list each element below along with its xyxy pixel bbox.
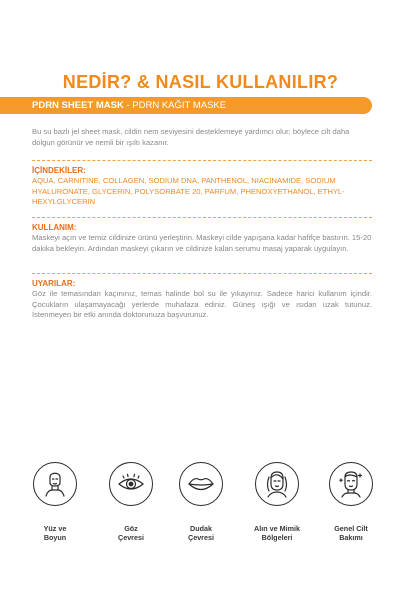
face-care-icon [336, 469, 366, 499]
area-label-line2: Çevresi [118, 533, 144, 542]
area-label-line1: Dudak [190, 524, 212, 533]
divider [32, 160, 372, 161]
usage-title: KULLANIM: [32, 223, 77, 232]
area-label-line2: Boyun [43, 533, 67, 542]
usage-text: Maskeyi açın ve temiz cildinize ürünü yerleştirin. Maskeyi cilde yapışana kadar hafifçe bastırın. 15-20 dakika bekleyin. Ardından maskeyi çıkarın ve cildinize kalan serumu masaj yaparak uygulayın. [32, 233, 372, 253]
warnings-section [32, 278, 372, 321]
eye-icon [116, 469, 146, 499]
area-label-line1: Yüz ve [43, 524, 67, 533]
ingredients-title: İÇİNDEKİLER: [32, 166, 86, 175]
banner-product-subtitle: - PDRN KAĞIT MASKE [123, 100, 227, 111]
page-title: NEDİR? & NASIL KULLANILIR? [62, 72, 339, 92]
warnings-text: Göz ile temasından kaçınınız, temas halinde bol su ile yıkayınız. Sadece harici kullanım içindir. Çocukların ulaşamayacağı yerlerde muhafaza ediniz. Güneş ışığı ve ısıdan uzak tutunuz. İstenmeyen bir etki anında doktorunuza başvurunuz. [32, 289, 372, 320]
area-forehead [242, 462, 312, 542]
intro-text: Bu su bazlı jel sheet mask, cildin nem seviyesini desteklemeye yardımcı olur; böylece cilt daha dolgun görünür ve nemli bir ışıltı kazanır. [32, 127, 350, 147]
ingredients-section [32, 165, 372, 208]
forehead-icon [262, 469, 292, 499]
area-general-care [316, 462, 386, 542]
area-label-line1: Göz [124, 524, 138, 533]
area-label-line1: Alın ve Mimik [254, 524, 300, 533]
usage-section [32, 222, 372, 254]
area-label-line2: Çevresi [188, 533, 214, 542]
area-label-line2: Bölgeleri [261, 533, 293, 542]
divider [32, 273, 372, 274]
lips-icon [186, 469, 216, 499]
area-label-line1: Genel Cilt [334, 524, 368, 533]
application-areas [0, 462, 401, 572]
area-lips [166, 462, 236, 542]
ingredients-text: AQUA, CARNITINE, COLLAGEN, SODIUM DNA, PANTHENOL, NIACINAMIDE, SODIUM HYALURONATE, GLYCERIN, POLYSORBATE 20, PARFUM, PHENOXYETHANOL, ETHYL-HEXYLGLYCERIN [32, 176, 345, 207]
area-label-line2: Bakımı [339, 533, 363, 542]
divider [32, 217, 372, 218]
area-eye [96, 462, 166, 542]
product-banner [0, 97, 372, 114]
banner-product-name: PDRN SHEET MASK [32, 100, 124, 111]
warnings-title: UYARILAR: [32, 279, 76, 288]
face-neck-icon [40, 469, 70, 499]
area-face-neck [20, 462, 90, 542]
